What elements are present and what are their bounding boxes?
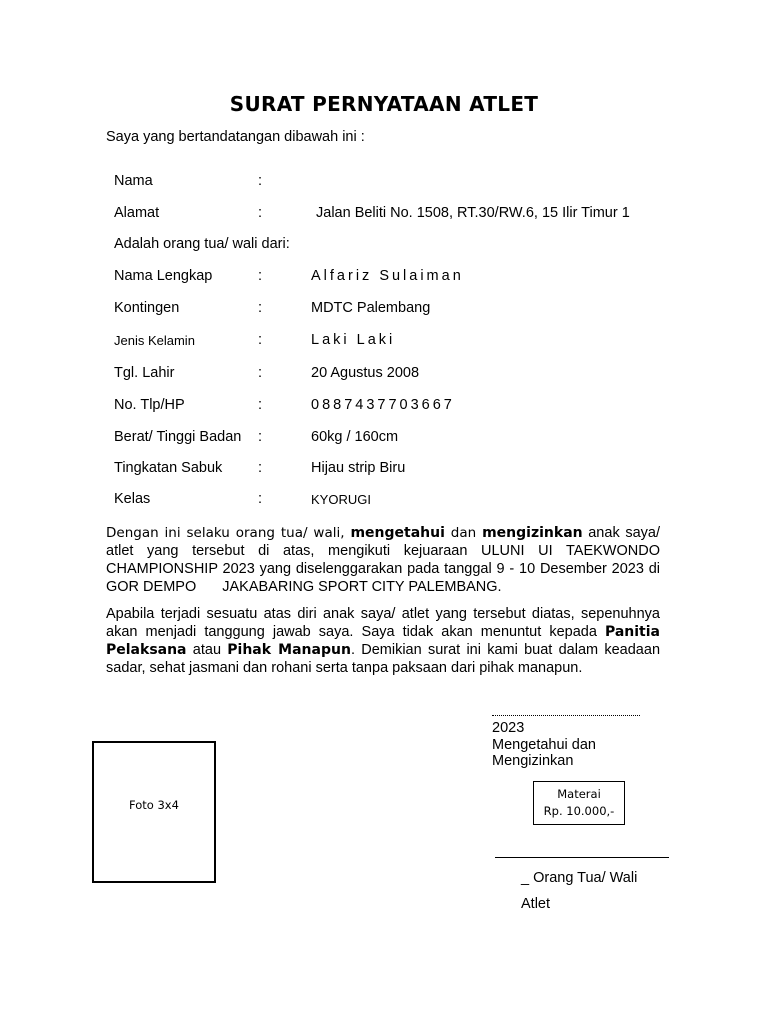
consent-paragraph	[106, 524, 660, 596]
parent-address-value: Jalan Beliti No. 1508, RT.30/RW.6, 15 Ilir Timur 1	[316, 205, 630, 221]
birthdate-label: Tgl. Lahir	[114, 365, 175, 381]
parent-address-colon: :	[258, 205, 263, 221]
signature-line	[495, 857, 669, 858]
place-date-dotted-line	[492, 703, 640, 716]
materai-amount: Rp. 10.000,-	[543, 804, 615, 818]
athlete-name-colon: :	[258, 268, 263, 284]
ack-line-2: Mengizinkan	[492, 753, 574, 769]
contingent-colon: :	[258, 300, 263, 316]
weight-height-label: Berat/ Tinggi Badan	[114, 429, 242, 445]
intro-text: Saya yang bertandatangan dibawah ini :	[106, 129, 365, 145]
contingent-label: Kontingen	[114, 300, 180, 316]
contingent-value: MDTC Palembang	[311, 300, 431, 316]
consent-bold-permit: mengizinkan	[482, 525, 583, 541]
responsibility-text-1: Apabila terjadi sesuatu atas diri anak saya/ atlet yang tersebut diatas, sepenuhnya akan menjadi tanggung jawab saya. Saya tidak akan menuntut kepada	[106, 606, 660, 640]
gender-colon: :	[258, 332, 263, 348]
phone-colon: :	[258, 397, 263, 413]
role-parent: _ Orang Tua/ Wali	[521, 870, 638, 886]
athlete-name-value: Alfariz Sulaiman	[311, 268, 464, 284]
signature-year: 2023	[492, 720, 525, 736]
ack-line-1: Mengetahui dan	[492, 737, 596, 753]
gender-value: Laki Laki	[311, 332, 396, 348]
consent-bold-know: mengetahui	[350, 525, 445, 541]
parent-address-label: Alamat	[114, 205, 160, 221]
responsibility-text-3: . Demikian surat ini kami buat dalam keadaan sadar, sehat jasmani dan rohani serta tanpa paksaan dari pihak manapun.	[106, 642, 661, 676]
phone-value: 0887437703667	[311, 397, 455, 413]
consent-text-1: Dengan ini selaku orang tua/ wali,	[106, 525, 351, 541]
parent-name-label: Nama	[114, 173, 153, 189]
consent-text-2: dan	[444, 525, 483, 541]
responsibility-paragraph	[106, 605, 660, 677]
materai-label: Materai	[557, 787, 601, 801]
photo-box	[92, 741, 216, 883]
belt-value: Hijau strip Biru	[311, 460, 406, 476]
belt-colon: :	[258, 460, 263, 476]
class-label: Kelas	[114, 491, 151, 507]
guardian-of-text: Adalah orang tua/ wali dari:	[114, 236, 290, 252]
responsibility-bold-committee: Panitia Pelaksana	[106, 624, 660, 658]
weight-height-value: 60kg / 160cm	[311, 429, 399, 445]
weight-height-colon: :	[258, 429, 263, 445]
consent-text-4: JAKABARING SPORT CITY PALEMBANG.	[222, 579, 502, 595]
consent-text-3: anak saya/ atlet yang tersebut di atas, mengikuti kejuaraan ULUNI UI TAEKWONDO CHAMPIONSHIP 2023 yang diselenggarakan pada tanggal 9 - 10 Desember 2023 di GOR DEMPO	[106, 525, 660, 595]
responsibility-bold-anyone: Pihak Manapun	[227, 642, 351, 658]
parent-name-colon: :	[258, 173, 263, 189]
gender-label: Jenis Kelamin	[114, 333, 195, 348]
photo-label: Foto 3x4	[129, 798, 179, 812]
athlete-name-label: Nama Lengkap	[114, 268, 213, 284]
phone-label: No. Tlp/HP	[114, 397, 185, 413]
class-value: KYORUGI	[311, 492, 371, 507]
belt-label: Tingkatan Sabuk	[114, 460, 223, 476]
page-title: SURAT PERNYATAAN ATLET	[229, 92, 539, 116]
role-athlete: Atlet	[521, 896, 551, 912]
responsibility-text-2: atau	[186, 642, 228, 658]
birthdate-colon: :	[258, 365, 263, 381]
materai-stamp-box	[533, 781, 625, 825]
birthdate-value: 20 Agustus 2008	[311, 365, 420, 381]
class-colon: :	[258, 491, 263, 507]
